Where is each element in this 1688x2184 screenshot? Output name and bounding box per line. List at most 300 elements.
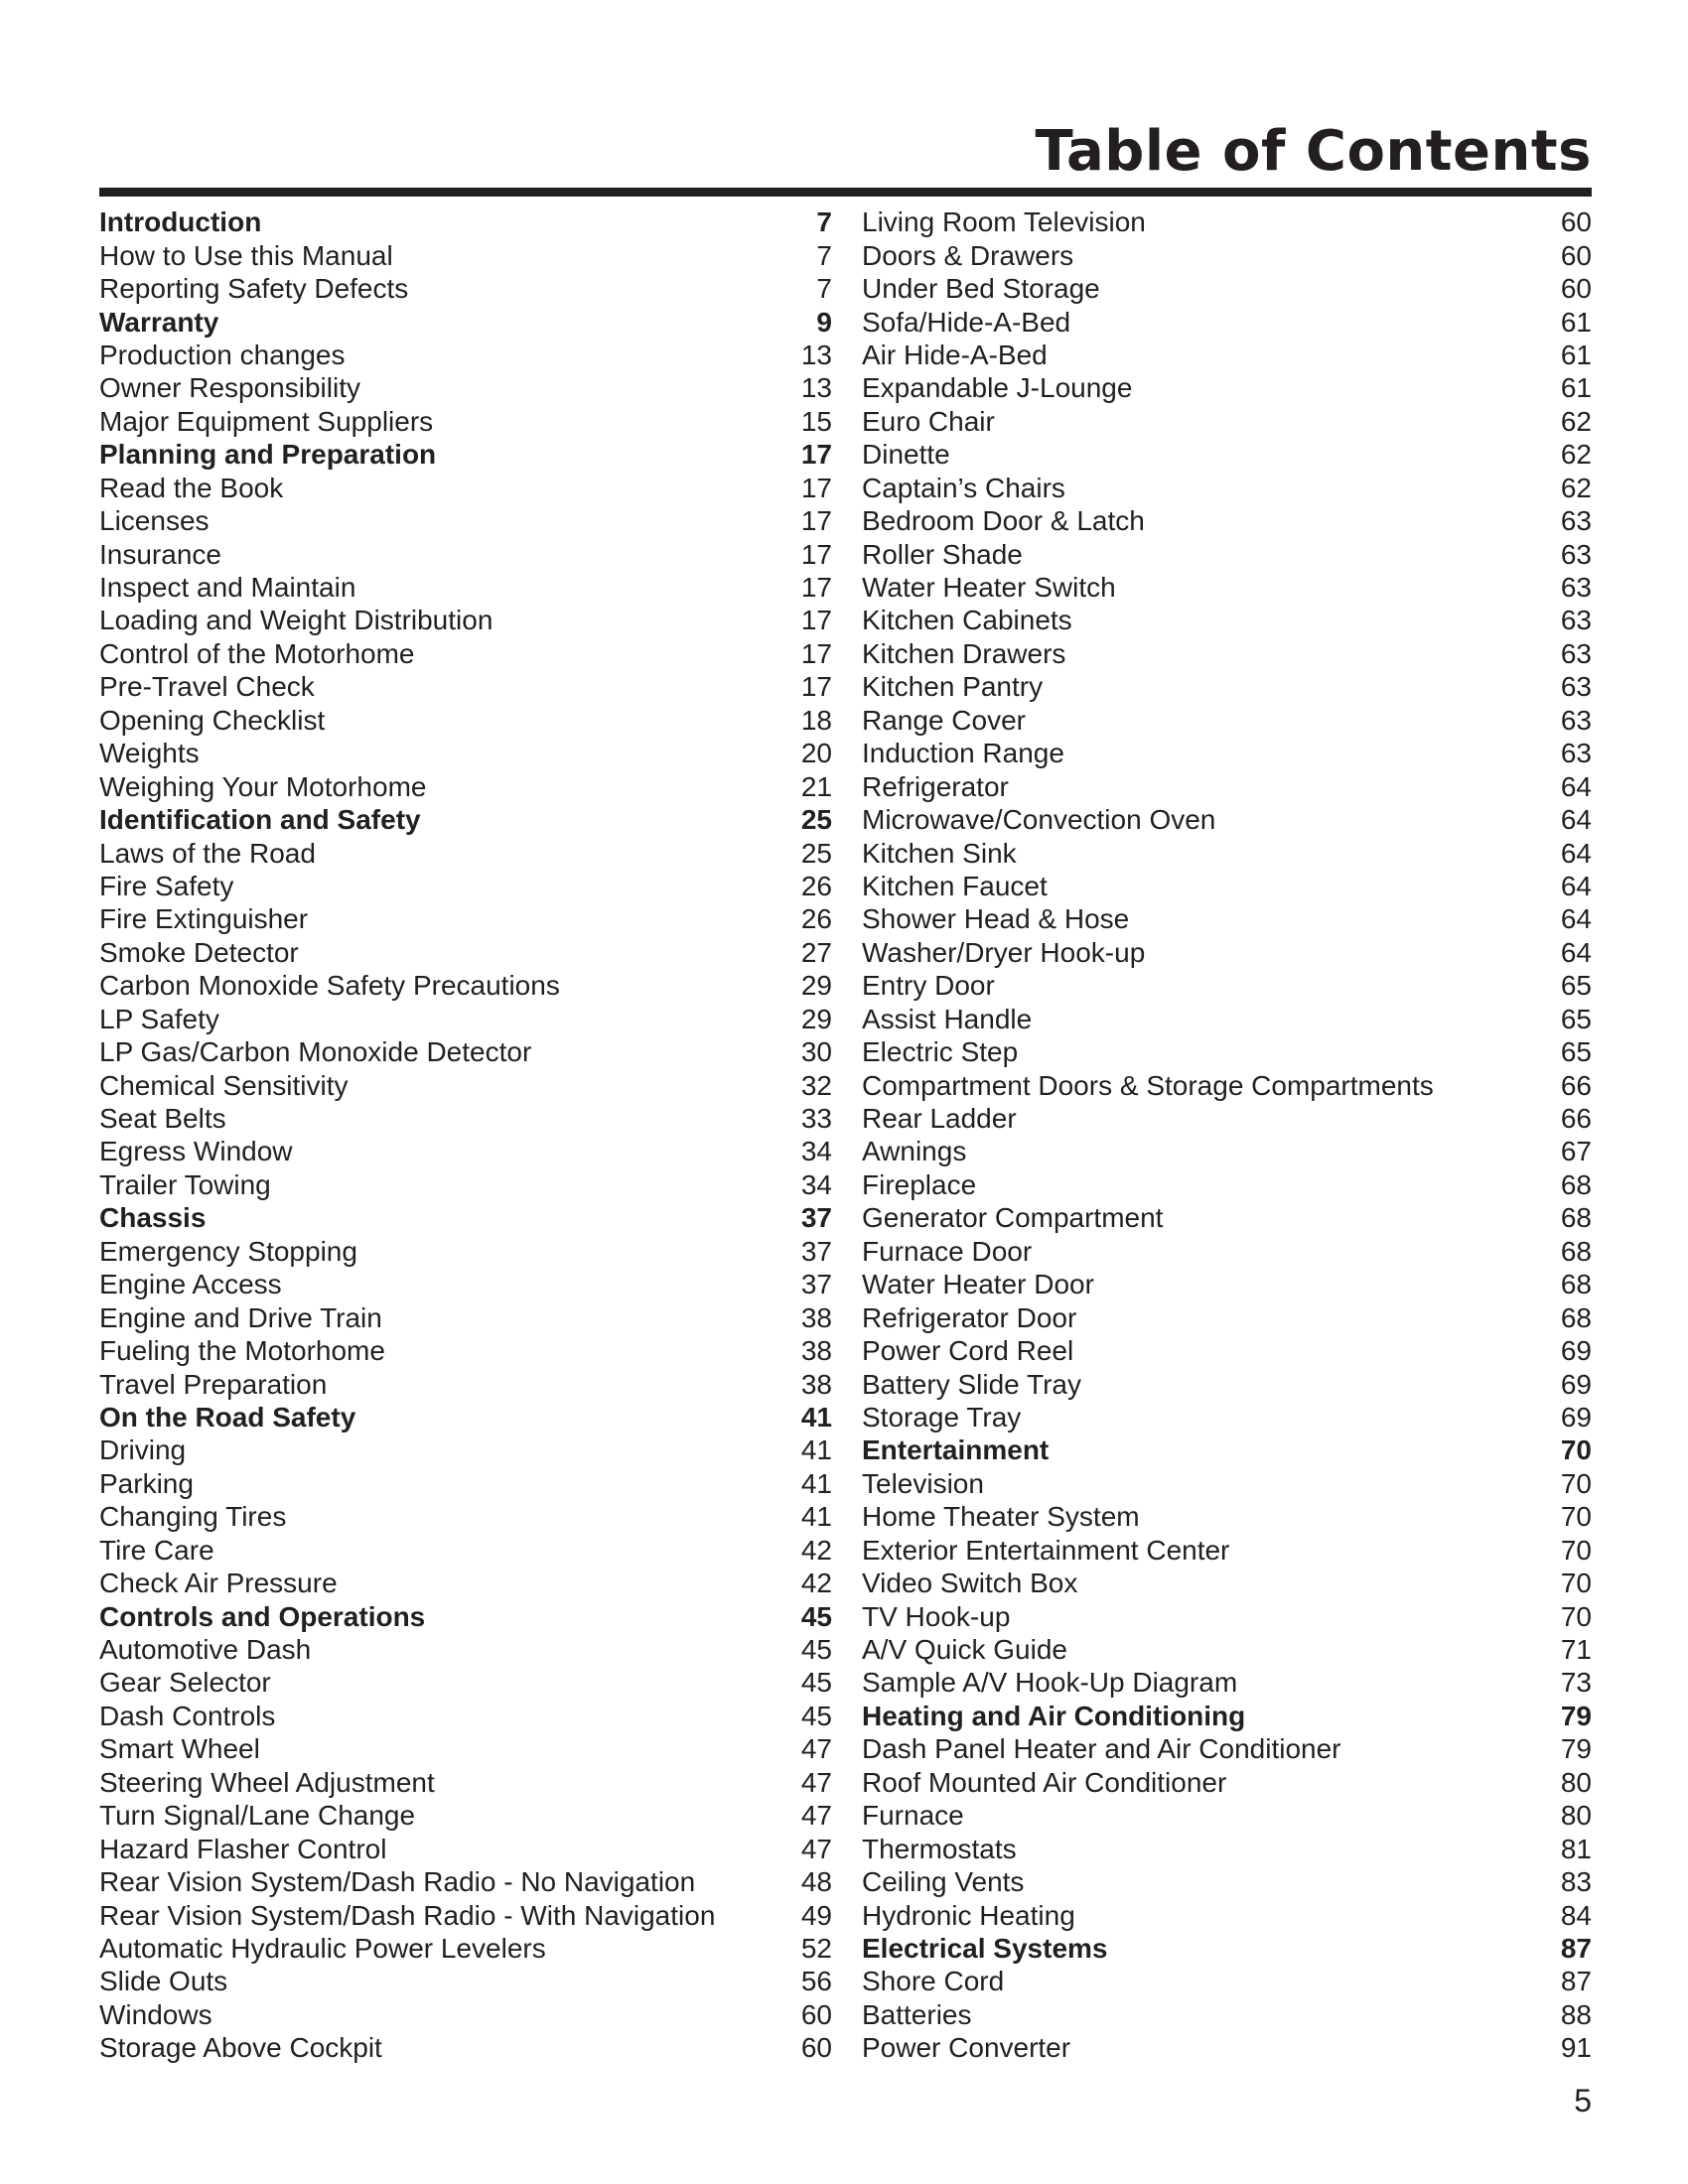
toc-section-entry bbox=[99, 305, 832, 338]
toc-entry-title: Expandable J-Lounge bbox=[862, 372, 1133, 404]
toc-entry-page: 70 bbox=[1560, 1534, 1592, 1566]
toc-entry-page: 7 bbox=[816, 273, 832, 305]
toc-entry bbox=[862, 803, 1592, 836]
toc-entry-title: Read the Book bbox=[99, 472, 284, 503]
toc-entry bbox=[862, 1268, 1592, 1300]
toc-entry bbox=[862, 936, 1592, 969]
toc-entry-title: Planning and Preparation bbox=[99, 439, 437, 471]
toc-entry-title: Trailer Towing bbox=[99, 1168, 271, 1200]
toc-right-column bbox=[862, 205, 1592, 2065]
toc-entry-title: Weighing Your Motorhome bbox=[99, 770, 427, 802]
toc-entry-title: Range Cover bbox=[862, 704, 1026, 736]
toc-entry bbox=[862, 1068, 1592, 1101]
toc-entry-page: 64 bbox=[1560, 936, 1592, 968]
toc-entry bbox=[99, 1799, 832, 1832]
toc-entry-title: Sofa/Hide-A-Bed bbox=[862, 306, 1071, 338]
toc-entry-page: 87 bbox=[1560, 1966, 1592, 1997]
toc-entry-title: Sample A/V Hook-Up Diagram bbox=[862, 1667, 1238, 1699]
toc-entry-title: Slide Outs bbox=[99, 1966, 228, 1997]
toc-left-column bbox=[99, 205, 832, 2065]
toc-entry bbox=[99, 1633, 832, 1666]
toc-entry-page: 63 bbox=[1560, 637, 1592, 669]
toc-entry bbox=[862, 238, 1592, 271]
toc-entry bbox=[99, 704, 832, 737]
toc-entry bbox=[862, 2031, 1592, 2064]
toc-entry-title: Emergency Stopping bbox=[99, 1235, 357, 1267]
toc-entry-title: Entertainment bbox=[862, 1434, 1050, 1466]
toc-entry bbox=[862, 769, 1592, 802]
toc-entry-title: Fireplace bbox=[862, 1168, 977, 1200]
toc-entry-title: Battery Slide Tray bbox=[862, 1368, 1081, 1400]
toc-entry-title: Entry Door bbox=[862, 970, 995, 1002]
toc-entry bbox=[862, 870, 1592, 902]
toc-entry-title: Television bbox=[862, 1467, 984, 1499]
toc-entry-page: 45 bbox=[800, 1667, 832, 1699]
toc-entry-page: 47 bbox=[800, 1833, 832, 1864]
toc-section-entry bbox=[99, 205, 832, 238]
toc-entry-title: Generator Compartment bbox=[862, 1202, 1164, 1234]
toc-entry-title: Insurance bbox=[99, 538, 221, 570]
toc-entry bbox=[862, 1201, 1592, 1234]
toc-entry-page: 65 bbox=[1560, 970, 1592, 1002]
toc-entry-title: Inspect and Maintain bbox=[99, 572, 356, 604]
toc-entry bbox=[99, 405, 832, 438]
toc-entry bbox=[862, 272, 1592, 305]
toc-entry-title: Hazard Flasher Control bbox=[99, 1833, 387, 1864]
toc-entry-page: 64 bbox=[1560, 804, 1592, 836]
toc-entry-title: Licenses bbox=[99, 505, 210, 537]
toc-entry-title: Major Equipment Suppliers bbox=[99, 405, 434, 437]
toc-entry bbox=[99, 1998, 832, 2031]
toc-entry-page: 68 bbox=[1560, 1168, 1592, 1200]
toc-entry-title: Storage Above Cockpit bbox=[99, 2032, 382, 2064]
toc-entry bbox=[99, 1832, 832, 1864]
toc-entry bbox=[862, 472, 1592, 504]
toc-entry-page: 91 bbox=[1560, 2032, 1592, 2064]
toc-entry-title: Furnace bbox=[862, 1800, 964, 1832]
toc-entry-page: 13 bbox=[800, 372, 832, 404]
toc-entry-page: 60 bbox=[800, 2032, 832, 2064]
toc-entry-page: 60 bbox=[1560, 239, 1592, 271]
toc-entry bbox=[99, 637, 832, 670]
toc-entry-title: Fire Safety bbox=[99, 870, 234, 901]
toc-entry-title: Gear Selector bbox=[99, 1667, 271, 1699]
toc-entry-page: 64 bbox=[1560, 837, 1592, 869]
toc-entry bbox=[99, 1433, 832, 1466]
toc-entry bbox=[862, 1965, 1592, 1997]
toc-entry-title: Loading and Weight Distribution bbox=[99, 605, 493, 636]
toc-entry-title: Dash Panel Heater and Air Conditioner bbox=[862, 1733, 1341, 1765]
toc-entry-title: Video Switch Box bbox=[862, 1568, 1078, 1599]
toc-entry-page: 26 bbox=[800, 870, 832, 901]
toc-entry bbox=[862, 670, 1592, 703]
toc-entry-title: Air Hide-A-Bed bbox=[862, 339, 1048, 370]
title-divider bbox=[99, 188, 1592, 197]
toc-entry-page: 64 bbox=[1560, 870, 1592, 901]
toc-entry bbox=[862, 339, 1592, 371]
toc-entry-title: Shower Head & Hose bbox=[862, 903, 1130, 935]
toc-entry-page: 45 bbox=[800, 1700, 832, 1731]
toc-entry bbox=[99, 238, 832, 271]
toc-entry-title: Electric Step bbox=[862, 1036, 1019, 1068]
toc-section-entry bbox=[99, 1201, 832, 1234]
toc-entry-page: 7 bbox=[816, 206, 832, 238]
toc-entry bbox=[99, 1666, 832, 1699]
toc-entry-title: Turn Signal/Lane Change bbox=[99, 1800, 416, 1832]
toc-entry bbox=[99, 769, 832, 802]
toc-entry bbox=[862, 1534, 1592, 1567]
toc-entry bbox=[99, 472, 832, 504]
toc-entry-page: 47 bbox=[800, 1733, 832, 1765]
toc-entry-page: 73 bbox=[1560, 1667, 1592, 1699]
toc-entry-title: Pre-Travel Check bbox=[99, 671, 315, 703]
toc-entry-title: Opening Checklist bbox=[99, 704, 326, 736]
toc-entry bbox=[862, 305, 1592, 338]
toc-entry bbox=[862, 1135, 1592, 1167]
toc-entry bbox=[862, 1865, 1592, 1898]
toc-entry-page: 17 bbox=[800, 605, 832, 636]
toc-entry-title: Warranty bbox=[99, 306, 219, 338]
toc-section-entry bbox=[99, 1599, 832, 1632]
toc-entry-page: 52 bbox=[800, 1932, 832, 1964]
toc-entry bbox=[99, 1500, 832, 1533]
toc-entry bbox=[99, 870, 832, 902]
toc-entry-title: Refrigerator bbox=[862, 770, 1009, 802]
toc-entry-page: 70 bbox=[1560, 1434, 1592, 1466]
toc-entry-page: 62 bbox=[1560, 472, 1592, 503]
toc-entry bbox=[862, 1799, 1592, 1832]
toc-entry-page: 70 bbox=[1560, 1501, 1592, 1533]
toc-entry-page: 41 bbox=[800, 1401, 832, 1433]
toc-entry-page: 60 bbox=[1560, 206, 1592, 238]
toc-entry bbox=[862, 1500, 1592, 1533]
toc-entry-title: Fire Extinguisher bbox=[99, 903, 309, 935]
toc-entry-page: 38 bbox=[800, 1335, 832, 1367]
toc-section-entry bbox=[99, 438, 832, 471]
toc-entry bbox=[862, 969, 1592, 1002]
toc-entry bbox=[99, 1003, 832, 1035]
toc-entry-title: Laws of the Road bbox=[99, 837, 316, 869]
toc-entry-title: Heating and Air Conditioning bbox=[862, 1700, 1246, 1731]
toc-entry-page: 80 bbox=[1560, 1800, 1592, 1832]
toc-entry bbox=[99, 1766, 832, 1799]
toc-entry-page: 48 bbox=[800, 1866, 832, 1898]
toc-entry-page: 66 bbox=[1560, 1069, 1592, 1101]
toc-entry bbox=[99, 1068, 832, 1101]
toc-entry bbox=[862, 504, 1592, 537]
toc-entry bbox=[99, 1300, 832, 1333]
toc-entry-title: Roller Shade bbox=[862, 538, 1023, 570]
toc-entry-page: 83 bbox=[1560, 1866, 1592, 1898]
toc-entry-title: Automatic Hydraulic Power Levelers bbox=[99, 1932, 546, 1964]
toc-entry bbox=[99, 339, 832, 371]
toc-entry bbox=[99, 371, 832, 404]
toc-entry-page: 29 bbox=[800, 1003, 832, 1034]
toc-entry bbox=[99, 272, 832, 305]
toc-entry bbox=[99, 1268, 832, 1300]
toc-entry-title: Captain’s Chairs bbox=[862, 472, 1065, 503]
toc-entry-title: Electrical Systems bbox=[862, 1932, 1108, 1964]
toc-entry-title: Compartment Doors & Storage Compartments bbox=[862, 1069, 1434, 1101]
toc-entry bbox=[862, 1467, 1592, 1500]
toc-entry bbox=[99, 1035, 832, 1068]
toc-entry bbox=[862, 704, 1592, 737]
toc-entry-page: 66 bbox=[1560, 1103, 1592, 1135]
toc-entry-page: 13 bbox=[800, 339, 832, 370]
toc-entry-page: 79 bbox=[1560, 1700, 1592, 1731]
toc-entry-page: 7 bbox=[816, 239, 832, 271]
toc-entry bbox=[99, 1168, 832, 1201]
toc-entry-title: Kitchen Drawers bbox=[862, 637, 1066, 669]
toc-entry bbox=[99, 1334, 832, 1367]
toc-entry bbox=[862, 1102, 1592, 1135]
toc-entry-page: 42 bbox=[800, 1568, 832, 1599]
toc-entry-title: Smart Wheel bbox=[99, 1733, 260, 1765]
toc-entry-page: 29 bbox=[800, 970, 832, 1002]
toc-entry-page: 42 bbox=[800, 1534, 832, 1566]
toc-entry-page: 61 bbox=[1560, 372, 1592, 404]
toc-entry-title: Introduction bbox=[99, 206, 262, 238]
toc-entry-page: 34 bbox=[800, 1136, 832, 1167]
toc-entry bbox=[862, 1300, 1592, 1333]
toc-entry-page: 63 bbox=[1560, 538, 1592, 570]
toc-section-entry bbox=[862, 1433, 1592, 1466]
toc-entry bbox=[862, 1666, 1592, 1699]
toc-entry-title: On the Road Safety bbox=[99, 1401, 356, 1433]
toc-entry-title: Under Bed Storage bbox=[862, 273, 1100, 305]
toc-entry-page: 60 bbox=[800, 1998, 832, 2030]
toc-entry-page: 41 bbox=[800, 1467, 832, 1499]
toc-entry-title: Batteries bbox=[862, 1998, 972, 2030]
toc-entry bbox=[99, 670, 832, 703]
toc-entry-page: 69 bbox=[1560, 1401, 1592, 1433]
toc-entry-page: 25 bbox=[800, 804, 832, 836]
toc-entry bbox=[99, 737, 832, 769]
toc-entry bbox=[862, 836, 1592, 869]
toc-entry-title: Production changes bbox=[99, 339, 346, 370]
toc-entry-page: 9 bbox=[816, 306, 832, 338]
toc-entry bbox=[862, 1633, 1592, 1666]
toc-entry bbox=[99, 936, 832, 969]
toc-entry-title: A/V Quick Guide bbox=[862, 1634, 1067, 1666]
toc-entry-title: Kitchen Cabinets bbox=[862, 605, 1072, 636]
toc-entry-title: LP Gas/Carbon Monoxide Detector bbox=[99, 1036, 532, 1068]
toc-entry-title: Shore Cord bbox=[862, 1966, 1005, 1997]
toc-entry bbox=[99, 1567, 832, 1599]
page-title: Table of Contents bbox=[1035, 119, 1592, 184]
toc-entry-title: Reporting Safety Defects bbox=[99, 273, 409, 305]
toc-entry bbox=[99, 1534, 832, 1567]
toc-entry bbox=[99, 1102, 832, 1135]
toc-entry bbox=[99, 571, 832, 604]
toc-entry bbox=[862, 537, 1592, 570]
toc-entry-title: Weights bbox=[99, 738, 200, 769]
toc-entry-page: 88 bbox=[1560, 1998, 1592, 2030]
toc-entry bbox=[99, 1865, 832, 1898]
toc-entry-page: 21 bbox=[800, 770, 832, 802]
toc-entry bbox=[862, 1832, 1592, 1864]
toc-entry-page: 17 bbox=[800, 472, 832, 503]
toc-entry bbox=[862, 1998, 1592, 2031]
toc-entry-page: 30 bbox=[800, 1036, 832, 1068]
toc-entry bbox=[862, 371, 1592, 404]
toc-entry-page: 20 bbox=[800, 738, 832, 769]
toc-entry bbox=[99, 1135, 832, 1167]
toc-section-entry bbox=[862, 1700, 1592, 1732]
toc-entry-page: 38 bbox=[800, 1301, 832, 1333]
toc-entry-title: Home Theater System bbox=[862, 1501, 1140, 1533]
toc-entry-title: Owner Responsibility bbox=[99, 372, 360, 404]
toc-entry-page: 17 bbox=[800, 671, 832, 703]
toc-entry bbox=[862, 1334, 1592, 1367]
toc-entry-page: 26 bbox=[800, 903, 832, 935]
toc-entry-page: 37 bbox=[800, 1269, 832, 1300]
toc-entry-page: 60 bbox=[1560, 273, 1592, 305]
toc-entry-page: 47 bbox=[800, 1766, 832, 1798]
toc-entry-page: 64 bbox=[1560, 770, 1592, 802]
toc-entry-title: Kitchen Sink bbox=[862, 837, 1017, 869]
toc-entry-title: Dinette bbox=[862, 439, 950, 471]
toc-entry-page: 68 bbox=[1560, 1301, 1592, 1333]
toc-entry-page: 17 bbox=[800, 538, 832, 570]
toc-entry-page: 25 bbox=[800, 837, 832, 869]
toc-entry-page: 71 bbox=[1560, 1634, 1592, 1666]
toc-entry-page: 47 bbox=[800, 1800, 832, 1832]
toc-entry-page: 15 bbox=[800, 405, 832, 437]
toc-entry bbox=[862, 1035, 1592, 1068]
toc-entry-page: 27 bbox=[800, 936, 832, 968]
toc-entry-page: 34 bbox=[800, 1168, 832, 1200]
toc-entry bbox=[862, 1599, 1592, 1632]
toc-entry-title: Rear Vision System/Dash Radio - With Navigation bbox=[99, 1899, 716, 1931]
toc-entry bbox=[862, 1401, 1592, 1433]
toc-entry-title: Bedroom Door & Latch bbox=[862, 505, 1145, 537]
toc-entry bbox=[99, 1732, 832, 1765]
toc-entry bbox=[99, 1898, 832, 1931]
toc-entry-title: Chassis bbox=[99, 1202, 207, 1234]
toc-entry bbox=[862, 604, 1592, 636]
toc-entry-page: 70 bbox=[1560, 1600, 1592, 1632]
toc-entry-page: 17 bbox=[800, 439, 832, 471]
toc-entry-title: Seat Belts bbox=[99, 1103, 226, 1135]
toc-entry-title: Changing Tires bbox=[99, 1501, 287, 1533]
toc-entry bbox=[99, 604, 832, 636]
toc-entry-page: 37 bbox=[800, 1202, 832, 1234]
toc-entry-page: 65 bbox=[1560, 1003, 1592, 1034]
toc-entry-title: Identification and Safety bbox=[99, 804, 421, 836]
toc-entry-title: Furnace Door bbox=[862, 1235, 1033, 1267]
toc-entry-page: 64 bbox=[1560, 903, 1592, 935]
toc-entry bbox=[99, 1932, 832, 1965]
toc-section-entry bbox=[862, 1932, 1592, 1965]
toc-entry bbox=[99, 902, 832, 935]
toc-entry-page: 63 bbox=[1560, 704, 1592, 736]
toc-entry-title: Exterior Entertainment Center bbox=[862, 1534, 1230, 1566]
toc-entry-title: Roof Mounted Air Conditioner bbox=[862, 1766, 1227, 1798]
toc-entry-page: 41 bbox=[800, 1434, 832, 1466]
toc-entry-title: Chemical Sensitivity bbox=[99, 1069, 349, 1101]
toc-entry-title: Awnings bbox=[862, 1136, 967, 1167]
toc-entry bbox=[862, 1732, 1592, 1765]
toc-entry-page: 80 bbox=[1560, 1766, 1592, 1798]
toc-entry-page: 62 bbox=[1560, 405, 1592, 437]
toc-entry-page: 41 bbox=[800, 1501, 832, 1533]
toc-entry-title: LP Safety bbox=[99, 1003, 219, 1034]
toc-entry-title: Induction Range bbox=[862, 738, 1064, 769]
toc-entry-page: 61 bbox=[1560, 306, 1592, 338]
toc-entry-page: 33 bbox=[800, 1103, 832, 1135]
toc-entry-page: 69 bbox=[1560, 1335, 1592, 1367]
toc-entry-page: 70 bbox=[1560, 1467, 1592, 1499]
toc-entry-page: 84 bbox=[1560, 1899, 1592, 1931]
toc-entry-title: Kitchen Faucet bbox=[862, 870, 1048, 901]
toc-entry-page: 63 bbox=[1560, 505, 1592, 537]
toc-entry bbox=[862, 1766, 1592, 1799]
toc-section-entry bbox=[99, 1401, 832, 1433]
toc-entry-page: 87 bbox=[1560, 1932, 1592, 1964]
toc-entry bbox=[862, 1567, 1592, 1599]
toc-entry-page: 62 bbox=[1560, 439, 1592, 471]
toc-entry-page: 17 bbox=[800, 572, 832, 604]
toc-section-entry bbox=[99, 803, 832, 836]
toc-entry bbox=[862, 637, 1592, 670]
toc-entry-page: 17 bbox=[800, 637, 832, 669]
toc-entry-page: 70 bbox=[1560, 1568, 1592, 1599]
toc-entry bbox=[862, 571, 1592, 604]
toc-entry-title: Automotive Dash bbox=[99, 1634, 312, 1666]
toc-entry-page: 63 bbox=[1560, 738, 1592, 769]
toc-entry-title: Controls and Operations bbox=[99, 1600, 426, 1632]
toc-entry-title: Storage Tray bbox=[862, 1401, 1022, 1433]
toc-entry-title: Hydronic Heating bbox=[862, 1899, 1075, 1931]
toc-entry-title: Power Converter bbox=[862, 2032, 1071, 2064]
toc-entry-title: Egress Window bbox=[99, 1136, 293, 1167]
toc-entry-page: 63 bbox=[1560, 671, 1592, 703]
toc-entry bbox=[99, 1467, 832, 1500]
toc-entry bbox=[99, 1235, 832, 1268]
toc-entry-title: Driving bbox=[99, 1434, 187, 1466]
toc-entry-page: 45 bbox=[800, 1600, 832, 1632]
toc-entry-title: Water Heater Door bbox=[862, 1269, 1094, 1300]
toc-entry bbox=[862, 1003, 1592, 1035]
toc-entry-title: Steering Wheel Adjustment bbox=[99, 1766, 435, 1798]
toc-entry-title: Living Room Television bbox=[862, 206, 1146, 238]
toc-entry bbox=[99, 504, 832, 537]
toc-entry-title: How to Use this Manual bbox=[99, 239, 393, 271]
toc-entry-page: 63 bbox=[1560, 572, 1592, 604]
toc-entry bbox=[862, 438, 1592, 471]
toc-entry bbox=[862, 737, 1592, 769]
toc-entry-title: Assist Handle bbox=[862, 1003, 1033, 1034]
toc-entry bbox=[862, 405, 1592, 438]
toc-entry-page: 45 bbox=[800, 1634, 832, 1666]
toc-entry-page: 61 bbox=[1560, 339, 1592, 370]
toc-entry-page: 65 bbox=[1560, 1036, 1592, 1068]
toc-entry bbox=[99, 2031, 832, 2064]
toc-entry-page: 63 bbox=[1560, 605, 1592, 636]
toc-entry-title: Rear Ladder bbox=[862, 1103, 1017, 1135]
toc-entry-page: 38 bbox=[800, 1368, 832, 1400]
toc-entry-page: 49 bbox=[800, 1899, 832, 1931]
toc-entry-title: Power Cord Reel bbox=[862, 1335, 1074, 1367]
toc-entry-page: 56 bbox=[800, 1966, 832, 1997]
toc-entry bbox=[99, 969, 832, 1002]
toc-entry-title: Ceiling Vents bbox=[862, 1866, 1025, 1898]
toc-entry bbox=[862, 1898, 1592, 1931]
toc-entry bbox=[862, 205, 1592, 238]
toc-entry bbox=[99, 1700, 832, 1732]
toc-entry-title: TV Hook-up bbox=[862, 1600, 1011, 1632]
